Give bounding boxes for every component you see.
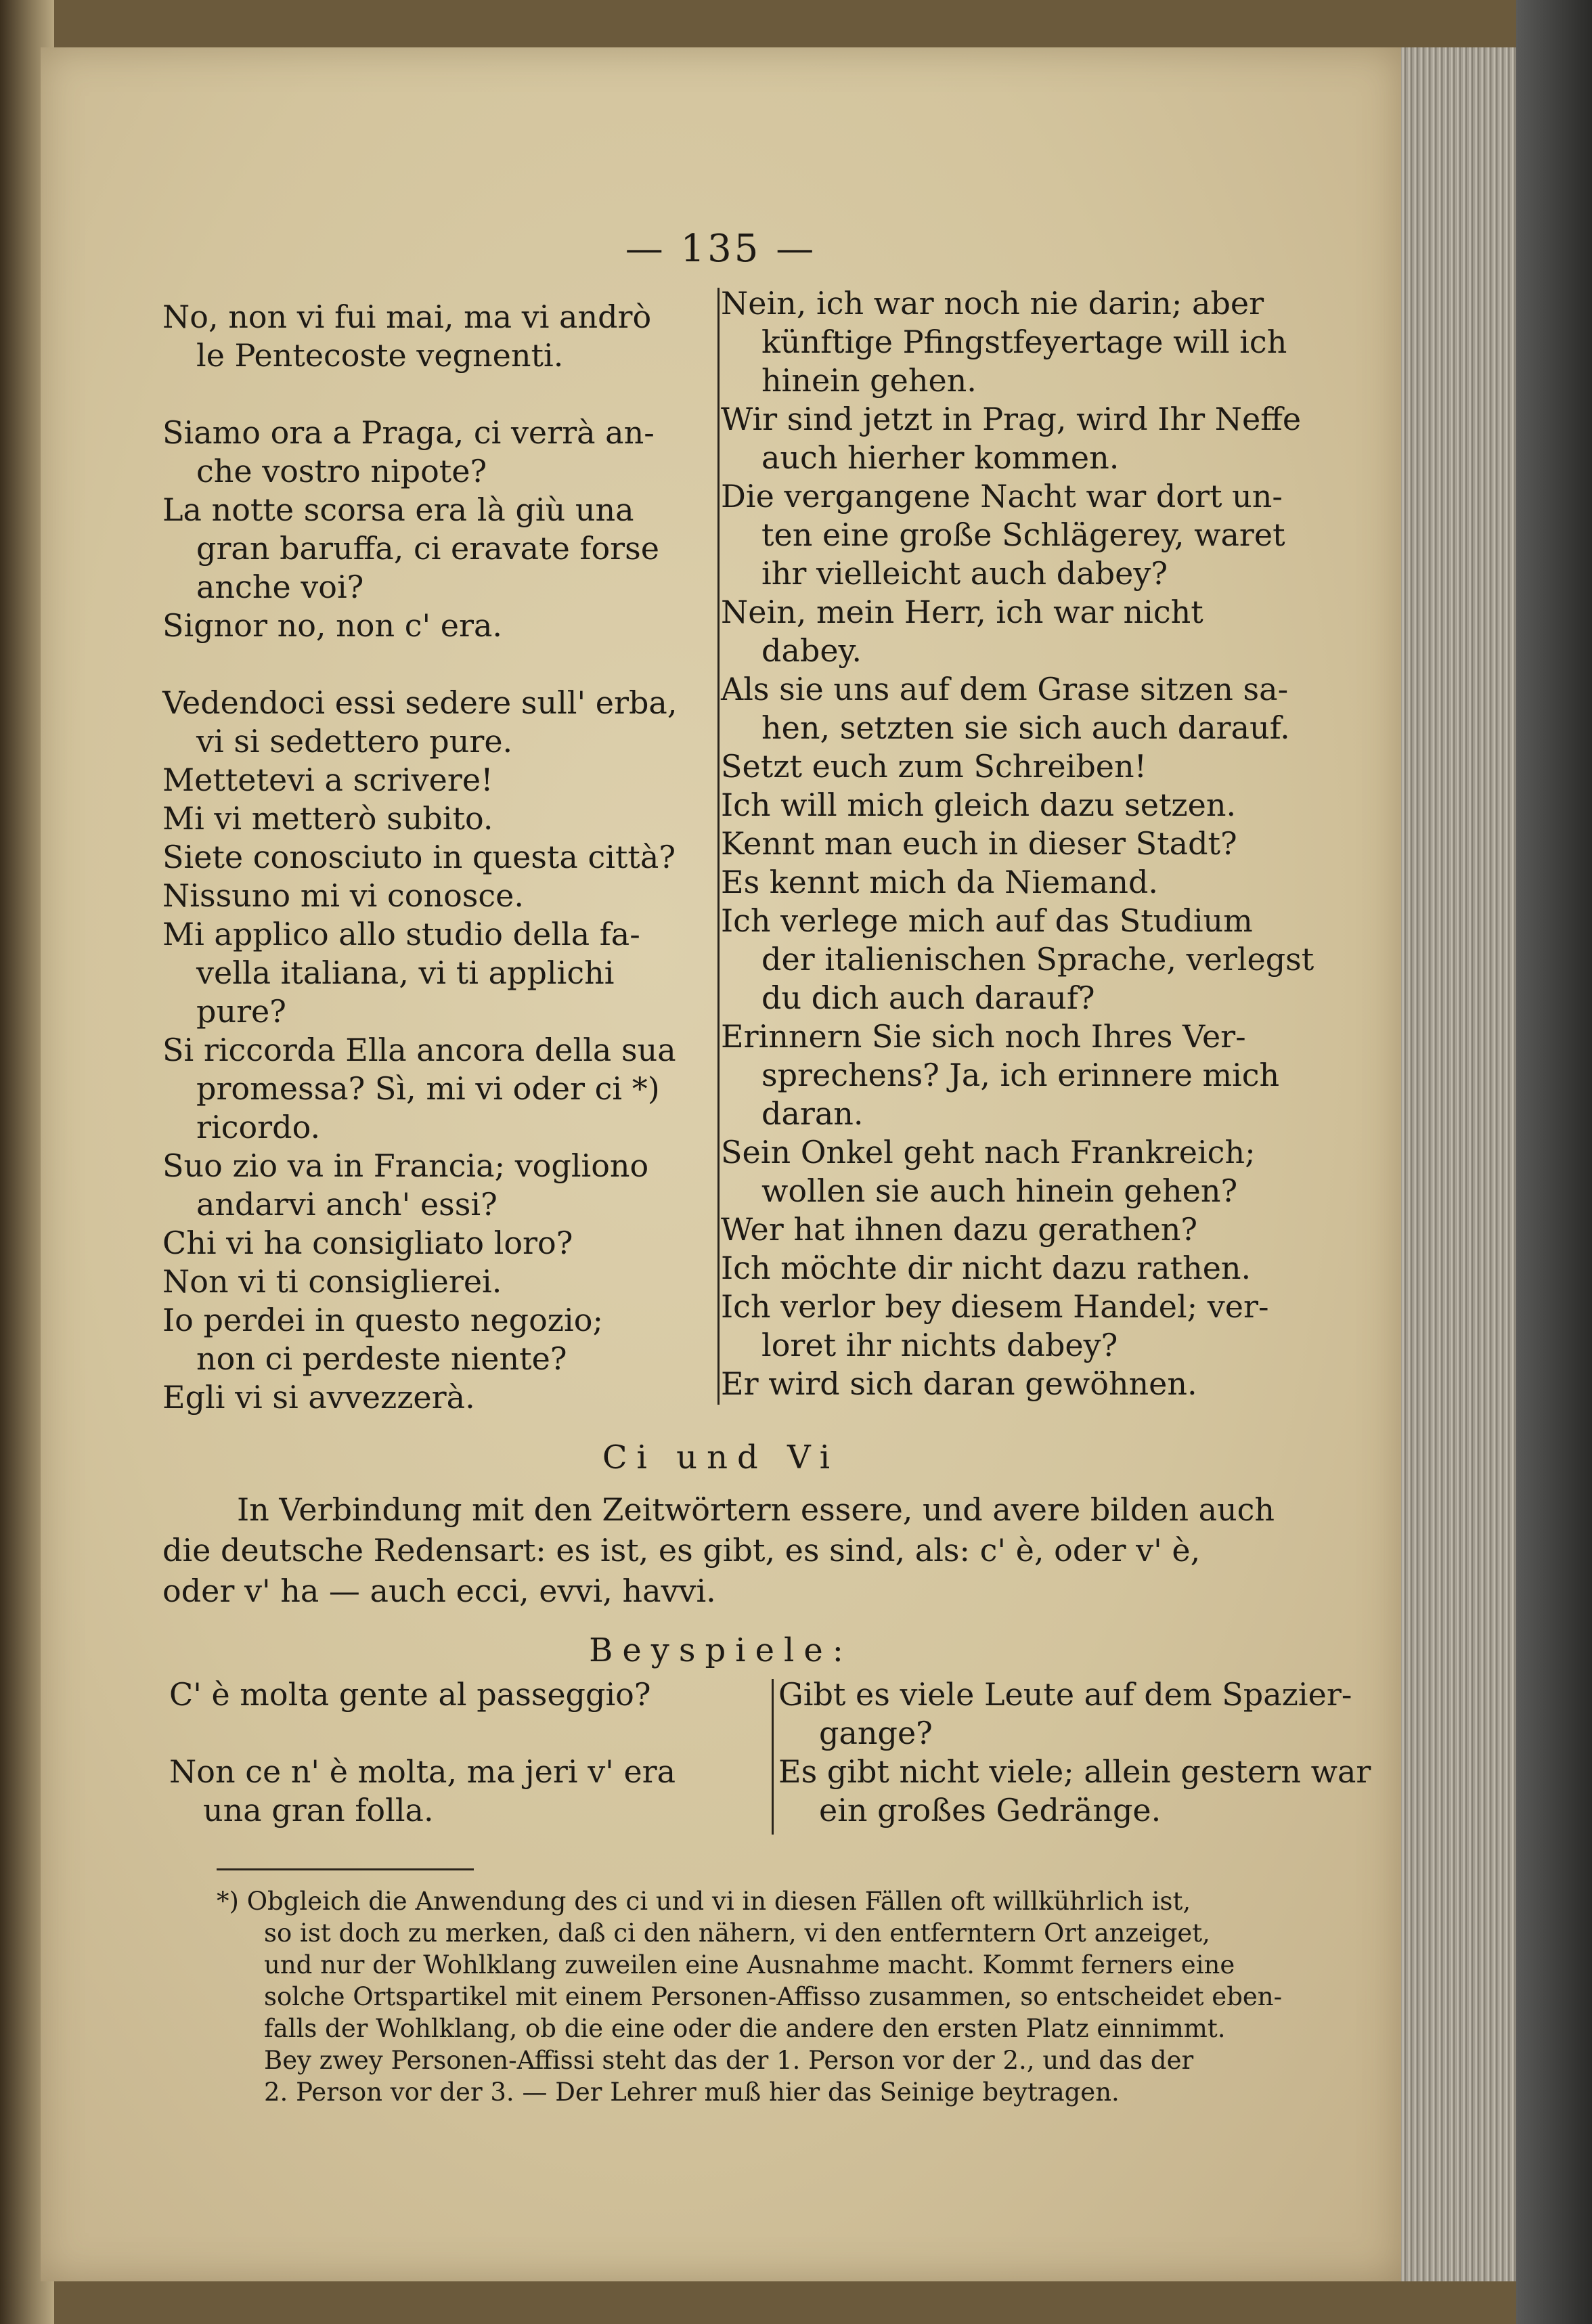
italian-line: La notte scorsa era là giù una (162, 491, 634, 528)
german-line: loret ihr nichts dabey? (761, 1327, 1118, 1363)
section-paragraph (162, 1489, 1354, 1611)
italian-line: Si riccorda Ella ancora della sua (162, 1032, 676, 1068)
footnote-line: solche Ortspartikel mit einem Personen-Affisso zusammen, so entscheidet eben- (264, 1982, 1283, 2011)
italian-line: Mi applico allo studio della fa- (162, 916, 640, 952)
footnote-line: *) Obgleich die Anwendung des ci und vi in diesen Fällen oft willkührlich ist, (217, 1887, 1191, 1916)
german-line: auch hierher kommen. (761, 439, 1120, 476)
italian-line: Suo zio va in Francia; vogliono (162, 1147, 649, 1184)
italian-column (162, 298, 745, 1417)
italian-line: No, non vi fui mai, ma vi andrò (162, 299, 652, 335)
german-line: Wer hat ihnen dazu gerathen? (721, 1211, 1198, 1248)
italian-line: andarvi anch' essi? (196, 1186, 498, 1223)
german-line: Nein, mein Herr, ich war nicht (721, 594, 1203, 630)
footnote-rule (217, 1868, 474, 1870)
german-line: hen, setzten sie sich auch darauf. (761, 709, 1290, 746)
italian-line: Vedendoci essi sedere sull' erba, (162, 684, 678, 721)
german-line: Er wird sich daran gewöhnen. (721, 1365, 1197, 1402)
footnote (217, 1885, 1354, 2108)
german-line: Nein, ich war noch nie darin; aber (721, 285, 1264, 322)
german-line: Erinnern Sie sich noch Ihres Ver- (721, 1018, 1246, 1055)
german-line: Die vergangene Nacht war dort un- (721, 478, 1283, 514)
german-line: Ich verlege mich auf das Studium (721, 902, 1253, 939)
german-line: der italienischen Sprache, verlegst (761, 941, 1314, 978)
example-german-line: ein großes Gedränge. (819, 1792, 1162, 1828)
column-divider (717, 288, 720, 1405)
german-line: ihr vielleicht auch dabey? (761, 555, 1168, 592)
book-page (41, 47, 1401, 2281)
examples-heading: Beyspiele: (589, 1631, 853, 1669)
italian-line: Chi vi ha consigliato loro? (162, 1225, 573, 1261)
german-line: dabey. (761, 632, 862, 669)
italian-line: anche voi? (196, 569, 364, 605)
examples-italian-column (169, 1675, 745, 1830)
italian-line: Egli vi si avvezzerà. (162, 1379, 475, 1416)
footnote-line: falls der Wohlklang, ob die eine oder die andere den ersten Platz einnimmt. (264, 2014, 1226, 2043)
german-line: Es kennt mich da Niemand. (721, 864, 1159, 900)
italian-line: vi si sedettero pure. (196, 723, 513, 760)
german-line: sprechens? Ja, ich erinnere mich (761, 1057, 1280, 1093)
german-line: Ich verlor bey diesem Handel; ver- (721, 1288, 1269, 1325)
german-line: Wir sind jetzt in Prag, wird Ihr Neffe (721, 401, 1302, 437)
italian-line: promessa? Sì, mi vi oder ci *) (196, 1070, 660, 1107)
footnote-line: Bey zwey Personen-Affissi steht das der 1. Person vor der 2., und das der (264, 2046, 1194, 2075)
german-line: Als sie uns auf dem Grase sitzen sa- (721, 671, 1289, 707)
german-line: Kennt man euch in dieser Stadt? (721, 825, 1237, 862)
german-line: ten eine große Schlägerey, waret (761, 517, 1285, 553)
section-heading: Ci und Vi (602, 1439, 840, 1476)
example-italian-line: C' è molta gente al passeggio? (169, 1676, 651, 1713)
example-italian-line: una gran folla. (203, 1792, 434, 1828)
italian-line: ricordo. (196, 1109, 321, 1145)
example-german-line: gange? (819, 1715, 933, 1751)
italian-line: Io perdei in questo negozio; (162, 1302, 603, 1338)
german-line: Ich möchte dir nicht dazu rathen. (721, 1250, 1252, 1286)
italian-line: Mi vi metterò subito. (162, 800, 493, 837)
page-number: — 135 — (625, 227, 817, 271)
section-line: die deutsche Redensart: es ist, es gibt, es sind, als: c' è, oder v' è, (162, 1532, 1201, 1569)
italian-line: Siamo ora a Praga, ci verrà an- (162, 414, 655, 451)
german-line: wollen sie auch hinein gehen? (761, 1172, 1238, 1209)
german-line: Ich will mich gleich dazu setzen. (721, 787, 1237, 823)
german-line: du dich auch darauf? (761, 980, 1095, 1016)
german-line: hinein gehen. (761, 362, 977, 399)
italian-line: che vostro nipote? (196, 453, 487, 489)
italian-line: vella italiana, vi ti applichi (196, 955, 615, 991)
section-line: oder v' ha — auch ecci, evvi, havvi. (162, 1573, 716, 1609)
italian-line: le Pentecoste vegnenti. (196, 337, 564, 374)
german-column (721, 284, 1330, 1403)
footnote-line: so ist doch zu merken, daß ci den nähern, vi den entferntern Ort anzeiget, (264, 1919, 1210, 1948)
book-cover (1516, 0, 1592, 2324)
italian-line: Signor no, non c' era. (162, 607, 503, 644)
italian-line: Non vi ti consiglierei. (162, 1263, 502, 1300)
example-german-line: Es gibt nicht viele; allein gestern war (778, 1753, 1371, 1790)
footnote-line: und nur der Wohlklang zuweilen eine Ausnahme macht. Kommt ferners eine (264, 1950, 1235, 1979)
german-line: Sein Onkel geht nach Frankreich; (721, 1134, 1256, 1170)
german-line: künftige Pfingstfeyertage will ich (761, 324, 1287, 360)
italian-line: pure? (196, 993, 286, 1030)
german-line: daran. (761, 1095, 864, 1132)
italian-line: Siete conosciuto in questa città? (162, 839, 676, 875)
examples-divider (772, 1679, 774, 1835)
example-italian-line: Non ce n' è molta, ma jeri v' era (169, 1753, 676, 1790)
italian-line: Mettetevi a scrivere! (162, 762, 493, 798)
italian-line: gran baruffa, ci eravate forse (196, 530, 659, 567)
section-line: In Verbindung mit den Zeitwörtern essere, und avere bilden auch (237, 1491, 1275, 1528)
italian-line: non ci perdeste niente? (196, 1340, 567, 1377)
examples-german-column (778, 1675, 1371, 1830)
german-line: Setzt euch zum Schreiben! (721, 748, 1147, 785)
italian-line: Nissuno mi vi conosce. (162, 877, 525, 914)
example-german-line: Gibt es viele Leute auf dem Spazier- (778, 1676, 1352, 1713)
footnote-line: 2. Person vor der 3. — Der Lehrer muß hier das Seinige beytragen. (264, 2078, 1120, 2107)
